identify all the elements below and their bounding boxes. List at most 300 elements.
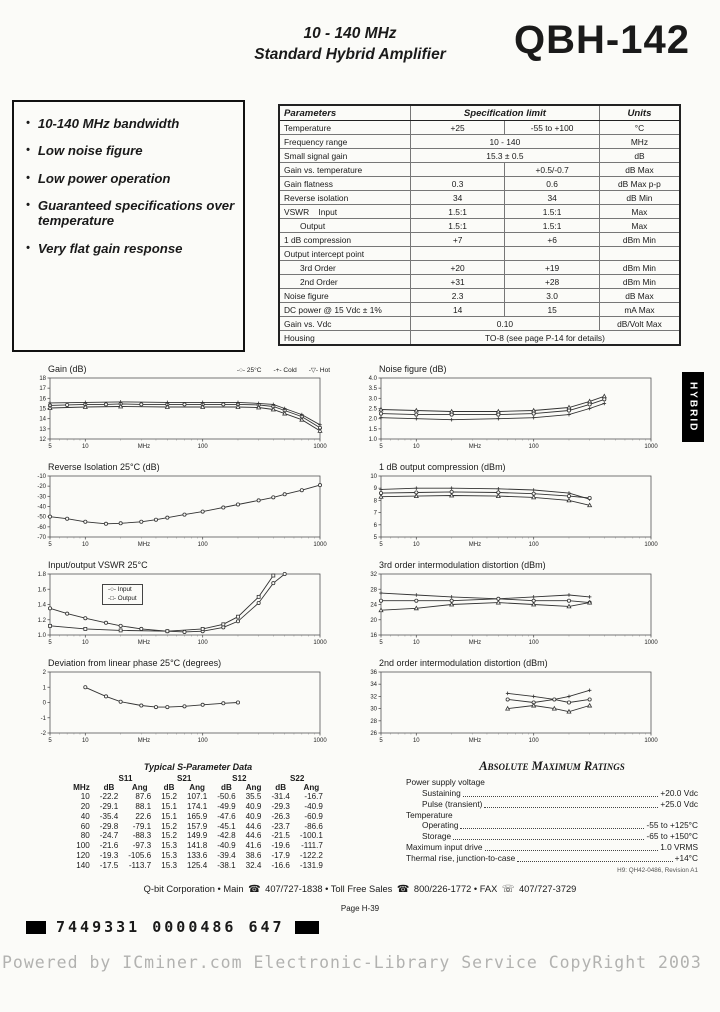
chart-title: Reverse Isolation 25°C (dB) <box>48 462 160 472</box>
svg-text:8: 8 <box>373 498 377 505</box>
svg-text:5: 5 <box>48 444 52 449</box>
spec-param: Temperature <box>279 121 410 135</box>
chart-plot <box>361 571 661 645</box>
spec-value-temp: 1.5:1 <box>505 219 600 233</box>
dotted-leader <box>517 861 672 862</box>
svg-text:5: 5 <box>48 542 52 547</box>
model-number: QBH-142 <box>514 18 690 62</box>
svg-text:100: 100 <box>197 738 208 743</box>
sparam-cell: 15.2 <box>161 792 177 801</box>
sparam-cell: -97.3 <box>132 841 152 851</box>
legend-item: -▽- Hot <box>308 367 330 374</box>
sparam-row <box>68 802 328 812</box>
spec-row <box>279 191 680 205</box>
phone-icon: ☎ <box>248 884 261 895</box>
feature-text: Very flat gain response <box>37 240 183 256</box>
svg-text:30: 30 <box>370 706 377 713</box>
svg-text:12: 12 <box>39 437 46 443</box>
sparam-row <box>68 831 328 841</box>
svg-text:MHz: MHz <box>137 738 151 743</box>
spec-value-temp: +28 <box>505 275 600 289</box>
sparam-cell: -16.7 <box>304 792 323 801</box>
spec-value-temp: 1.5:1 <box>505 205 600 219</box>
abs-max-item <box>406 799 698 810</box>
sparam-cell: 15.1 <box>161 811 177 821</box>
dotted-leader <box>484 807 658 808</box>
sparam-cell: 100 <box>76 841 90 851</box>
chart-phase-deviation <box>30 658 342 748</box>
chart-title: Noise figure (dB) <box>379 364 447 374</box>
spec-units: dBm Min <box>599 275 680 289</box>
abs-max-note: H9: QH42-0486, Revision A1 <box>617 866 698 874</box>
spec-row <box>279 163 680 177</box>
sparam-row <box>68 812 328 822</box>
barcode-block-icon <box>26 921 46 934</box>
bullet-icon: • <box>26 117 30 129</box>
spec-param: Housing <box>279 331 410 346</box>
feature-item <box>26 143 235 158</box>
svg-text:1.4: 1.4 <box>37 602 46 609</box>
svg-text:-70: -70 <box>37 535 46 541</box>
svg-text:10: 10 <box>412 444 420 449</box>
svg-text:-2: -2 <box>40 731 46 737</box>
svg-text:16: 16 <box>39 396 46 403</box>
svg-text:-10: -10 <box>37 474 46 480</box>
spec-value-temp: +6 <box>505 233 600 247</box>
spec-units: dB/Volt Max <box>599 317 680 331</box>
spec-value-25c <box>410 247 504 261</box>
spec-units: MHz <box>599 135 680 149</box>
svg-text:28: 28 <box>370 718 377 725</box>
svg-text:18: 18 <box>39 376 46 382</box>
product-subtitle <box>180 24 520 66</box>
sparam-col: Ang <box>189 783 205 792</box>
sparam-cell: 35.5 <box>245 792 262 801</box>
subtitle-line2: Standard Hybrid Amplifier <box>254 45 446 63</box>
sparam-cell: -17.9 <box>271 851 290 861</box>
chart-noise-figure <box>361 364 673 454</box>
spec-header-limit: Specification limit <box>410 105 599 121</box>
sparam-cell: -19.6 <box>271 841 290 851</box>
sparam-cell: -42.8 <box>217 831 236 841</box>
svg-text:0: 0 <box>42 700 46 707</box>
feature-text: Low power operation <box>37 170 171 186</box>
abs-max-item <box>406 810 698 821</box>
abs-max-list <box>406 777 698 863</box>
spec-param: Output intercept point <box>279 247 410 261</box>
spec-row <box>279 177 680 191</box>
svg-text:7: 7 <box>373 510 377 517</box>
svg-text:100: 100 <box>528 542 539 547</box>
abs-max-title: Absolute Maximum Ratings <box>479 759 625 773</box>
svg-text:36: 36 <box>370 670 377 676</box>
abs-max-label: Operating <box>422 820 459 831</box>
svg-text:100: 100 <box>528 738 539 743</box>
sparam-cell: -47.6 <box>217 811 236 821</box>
sparam-cell: 174.1 <box>186 801 208 811</box>
svg-text:6: 6 <box>373 522 377 529</box>
svg-text:100: 100 <box>197 542 208 547</box>
spec-param: Gain flatness <box>279 177 410 191</box>
legend-item: -+- Cold <box>273 367 297 374</box>
feature-item <box>26 171 235 186</box>
sparam-cell: 15.1 <box>161 801 177 811</box>
feature-text: Low noise figure <box>37 143 143 159</box>
sparam-col: Ang <box>303 783 320 792</box>
chart-gain <box>30 364 342 454</box>
spec-value-temp: +19 <box>505 261 600 275</box>
svg-text:5: 5 <box>379 542 383 547</box>
abs-max-item <box>406 831 698 842</box>
chart-title: Deviation from linear phase 25°C (degrees) <box>48 658 222 668</box>
sparam-cell: 20 <box>80 801 90 811</box>
charts-grid <box>30 364 692 748</box>
subtitle-line1: 10 - 140 MHz <box>303 25 397 42</box>
sparam-cell: -86.6 <box>304 821 323 831</box>
sparam-cell: -105.6 <box>128 851 152 861</box>
spec-value-25c: +20 <box>410 261 504 275</box>
svg-text:14: 14 <box>39 416 46 423</box>
sparam-cell: 125.4 <box>186 861 208 871</box>
spec-units: dB Min <box>599 191 680 205</box>
sparam-cell: -24.7 <box>99 831 119 841</box>
sparam-cell: -45.1 <box>217 821 236 831</box>
spec-value-25c: +7 <box>410 233 504 247</box>
dotted-leader <box>453 839 644 840</box>
svg-text:1.0: 1.0 <box>37 633 46 639</box>
sparam-col: Ang <box>245 783 262 792</box>
sparam-cell: -88.3 <box>132 831 152 841</box>
spec-row <box>279 275 680 289</box>
sparam-cell: 32.4 <box>245 861 262 871</box>
spec-row <box>279 149 680 163</box>
spec-param: DC power @ 15 Vdc ± 1% <box>279 303 410 317</box>
spec-param: Gain vs. temperature <box>279 163 410 177</box>
spec-header-parameters: Parameters <box>279 105 410 121</box>
svg-text:MHz: MHz <box>137 444 151 449</box>
spec-row <box>279 303 680 317</box>
spec-table-body <box>279 121 680 346</box>
footer-text: Q-bit Corporation • Main <box>143 884 247 894</box>
hybrid-side-tab: HYBRID <box>682 372 704 442</box>
spec-param: 3rd Order <box>279 261 410 275</box>
sparam-cell: 15.3 <box>161 841 177 851</box>
svg-text:15: 15 <box>39 406 46 413</box>
svg-text:20: 20 <box>370 617 377 624</box>
abs-max-value: +14°C <box>674 852 698 863</box>
spec-value-25c: 1.5:1 <box>410 205 504 219</box>
spec-row <box>279 261 680 275</box>
svg-text:100: 100 <box>197 444 208 449</box>
svg-text:5: 5 <box>379 738 383 743</box>
svg-text:100: 100 <box>528 640 539 645</box>
spec-value-temp: 15 <box>505 303 600 317</box>
sparam-cell: -16.6 <box>271 861 290 871</box>
spec-value-25c: 1.5:1 <box>410 219 504 233</box>
svg-text:100: 100 <box>197 640 208 645</box>
sparam-cell: -22.2 <box>99 792 119 801</box>
chart-title: 3rd order intermodulation distortion (dBm) <box>379 560 546 570</box>
bullet-icon: • <box>26 241 30 254</box>
spec-param: Gain vs. Vdc <box>279 317 410 331</box>
sparam-cell: 87.6 <box>135 792 152 801</box>
footer-text: 407/727-3729 <box>516 884 577 894</box>
sparam-table <box>68 774 328 871</box>
chart-imd3 <box>361 560 673 650</box>
sparam-cell: -111.7 <box>301 841 323 851</box>
feature-item <box>26 116 235 131</box>
phone-icon: ☎ <box>396 884 410 895</box>
ocr-code-line <box>26 918 319 936</box>
spec-param: 2nd Order <box>279 275 410 289</box>
spec-units: Max <box>599 205 680 219</box>
svg-text:-30: -30 <box>37 494 46 501</box>
sparam-cell: 40 <box>80 811 90 821</box>
sparam-cell: 15.3 <box>161 851 177 861</box>
page-number: Page H-39 <box>340 904 380 913</box>
svg-text:10: 10 <box>81 542 89 547</box>
svg-text:1000: 1000 <box>313 542 327 547</box>
abs-max-label: Sustaining <box>422 788 461 799</box>
sparam-body <box>68 792 328 871</box>
spec-param: 1 dB compression <box>279 233 410 247</box>
sparam-cell: -49.9 <box>217 801 236 811</box>
chart-title: 2nd order intermodulation distortion (dBm) <box>379 658 548 668</box>
spec-row <box>279 121 680 135</box>
chart-title: Gain (dB) <box>48 364 87 374</box>
spec-units <box>599 247 680 261</box>
chart-reverse-isolation <box>30 462 342 552</box>
sparam-cell: -131.9 <box>299 861 323 871</box>
spec-row <box>279 135 680 149</box>
svg-text:10: 10 <box>81 738 89 743</box>
spec-row <box>279 289 680 303</box>
abs-max-label: Storage <box>422 831 452 842</box>
sparam-cell: -40.9 <box>304 801 323 811</box>
abs-max-item <box>406 777 698 788</box>
sparam-col: dB <box>163 783 175 792</box>
sparam-cell: -29.3 <box>271 801 290 811</box>
svg-text:5: 5 <box>379 640 383 645</box>
dotted-leader <box>463 796 659 797</box>
abs-max-item <box>406 788 698 799</box>
spec-param: VSWR Input <box>279 205 410 219</box>
svg-text:5: 5 <box>373 535 377 541</box>
abs-max-item <box>406 842 698 853</box>
sparam-cell: 41.6 <box>245 841 262 851</box>
spec-header-units: Units <box>599 105 680 121</box>
spec-value-25c: +25 <box>410 121 504 135</box>
sparam-cell: -26.3 <box>271 811 290 821</box>
svg-text:MHz: MHz <box>137 542 151 547</box>
sparam-cell: 44.6 <box>245 821 262 831</box>
spec-row <box>279 317 680 331</box>
svg-text:10: 10 <box>412 738 420 743</box>
sparam-row <box>68 792 328 802</box>
footer-text: 407/727-1838 • Toll Free Sales <box>262 884 395 894</box>
svg-text:MHz: MHz <box>137 640 151 645</box>
sparam-cell: 22.6 <box>135 811 152 821</box>
chart-title: 1 dB output compression (dBm) <box>379 462 506 472</box>
sparam-cell: 140 <box>76 861 90 871</box>
spec-row <box>279 219 680 233</box>
spec-value-temp: 0.6 <box>505 177 600 191</box>
features-list <box>26 116 235 256</box>
svg-text:10: 10 <box>81 640 89 645</box>
chart-plot <box>30 375 330 449</box>
spec-value-25c: 0.3 <box>410 177 504 191</box>
spec-param: Noise figure <box>279 289 410 303</box>
svg-text:3.5: 3.5 <box>368 386 377 393</box>
sparam-cell: 44.6 <box>245 831 262 841</box>
sparam-cell: 60 <box>80 821 90 831</box>
svg-text:10: 10 <box>412 542 420 547</box>
spec-units: dB <box>599 149 680 163</box>
spec-value-temp <box>505 247 600 261</box>
chart-compression <box>361 462 673 552</box>
sparam-head <box>68 774 328 792</box>
spec-value-temp: 3.0 <box>505 289 600 303</box>
spec-value-25c: +31 <box>410 275 504 289</box>
abs-max-label: Thermal rise, junction-to-case <box>406 852 516 863</box>
svg-text:100: 100 <box>528 444 539 449</box>
sparam-cell: -113.7 <box>128 861 152 871</box>
svg-text:1.5: 1.5 <box>368 426 377 433</box>
sparam-col: dB <box>221 783 232 792</box>
svg-text:MHz: MHz <box>468 640 482 645</box>
chart-plot <box>30 571 330 645</box>
spec-units: Max <box>599 219 680 233</box>
chart-imd2 <box>361 658 673 748</box>
spec-row <box>279 247 680 261</box>
abs-max-value: +20.0 Vdc <box>660 788 698 799</box>
chart-plot <box>361 473 661 547</box>
legend-item: -□- Output <box>108 594 137 602</box>
ocr-digits: 7449331 0000486 647 <box>56 918 285 936</box>
svg-text:2.0: 2.0 <box>368 416 377 423</box>
svg-text:1000: 1000 <box>644 444 658 449</box>
footer-line <box>0 884 720 895</box>
svg-text:MHz: MHz <box>468 444 482 449</box>
sparam-cell: -31.4 <box>271 792 290 801</box>
sparam-cell: 40.9 <box>245 811 262 821</box>
sparam-cell: -35.4 <box>99 811 119 821</box>
svg-text:1.0: 1.0 <box>368 437 377 443</box>
svg-text:1000: 1000 <box>313 444 327 449</box>
chart-legend <box>102 584 143 605</box>
fax-icon: ☏ <box>501 884 515 895</box>
sparam-col: Ang <box>131 783 148 792</box>
sparam-row <box>68 822 328 832</box>
sparam-col: dB <box>275 783 287 792</box>
svg-text:32: 32 <box>370 572 377 578</box>
bullet-icon: • <box>26 144 30 157</box>
svg-text:MHz: MHz <box>468 738 482 743</box>
svg-text:28: 28 <box>370 587 377 594</box>
abs-max-item <box>406 820 698 831</box>
abs-max-value: 1.0 VRMS <box>660 841 698 852</box>
sparam-cell: 15.3 <box>161 861 177 871</box>
spec-row <box>279 205 680 219</box>
sparam-cell: -29.8 <box>99 821 119 831</box>
sparam-row <box>68 861 328 871</box>
sparam-cell: 88.1 <box>135 801 152 811</box>
abs-max-label: Pulse (transient) <box>422 798 483 809</box>
abs-max-value: -65 to +150°C <box>646 831 698 842</box>
sparam-col: MHz <box>73 783 90 792</box>
svg-text:-60: -60 <box>37 524 46 531</box>
barcode-block-icon <box>295 921 319 934</box>
spec-value-25c: 14 <box>410 303 504 317</box>
chart-plot <box>30 669 330 743</box>
abs-max-section <box>406 758 698 875</box>
svg-text:1.8: 1.8 <box>37 572 46 578</box>
svg-text:-20: -20 <box>37 484 46 491</box>
spec-param: Output <box>279 219 410 233</box>
sparam-cell: 80 <box>80 831 90 841</box>
sparam-cell: -38.1 <box>217 861 236 871</box>
spec-value-temp: -55 to +100 <box>505 121 600 135</box>
sparam-cell: 10 <box>80 792 90 801</box>
spec-value-temp: 34 <box>505 191 600 205</box>
sparam-cell: 107.1 <box>186 792 208 801</box>
svg-text:10: 10 <box>412 640 420 645</box>
spec-value: TO-8 (see page P-14 for details) <box>410 331 680 346</box>
svg-text:5: 5 <box>379 444 383 449</box>
abs-max-item <box>406 853 698 864</box>
sparam-cell: -21.6 <box>99 841 119 851</box>
dotted-leader <box>485 850 659 851</box>
sparam-cell: -100.1 <box>299 831 323 841</box>
sparam-cell: -39.4 <box>217 851 236 861</box>
sparam-cell: 120 <box>76 851 90 861</box>
sparam-section <box>18 762 378 871</box>
bullet-icon: • <box>26 199 30 212</box>
abs-max-section-label: Temperature <box>406 809 453 820</box>
spec-value-25c: 2.3 <box>410 289 504 303</box>
spec-units: dB Max <box>599 289 680 303</box>
sparam-cell: -79.1 <box>132 821 152 831</box>
svg-text:-50: -50 <box>37 514 46 521</box>
sparam-cell: 133.6 <box>186 851 208 861</box>
svg-text:1.2: 1.2 <box>37 617 46 624</box>
watermark: Powered by ICminer.com Electronic-Library Service CopyRight 2003 <box>2 953 702 972</box>
spec-units: dB Max p-p <box>599 177 680 191</box>
abs-max-section-label: Power supply voltage <box>406 777 485 788</box>
svg-text:-1: -1 <box>40 715 46 722</box>
feature-item <box>26 198 235 228</box>
svg-text:1000: 1000 <box>313 640 327 645</box>
sparam-cell: 40.9 <box>245 801 262 811</box>
svg-text:26: 26 <box>370 731 377 737</box>
spec-units: dB Max <box>599 163 680 177</box>
sparam-cell: -50.6 <box>217 792 236 801</box>
sparam-cell: 15.2 <box>161 831 177 841</box>
abs-max-value: -55 to +125°C <box>646 820 698 831</box>
svg-text:34: 34 <box>370 682 377 689</box>
svg-text:5: 5 <box>48 640 52 645</box>
spec-units: °C <box>599 121 680 135</box>
sparam-cell: 157.9 <box>186 821 208 831</box>
svg-text:3.0: 3.0 <box>368 396 377 403</box>
legend-item: -○- Input <box>108 586 132 593</box>
spec-units: dBm Min <box>599 233 680 247</box>
spec-param: Small signal gain <box>279 149 410 163</box>
spec-value-temp: +0.5/-0.7 <box>505 163 600 177</box>
sparam-cell: -40.9 <box>217 841 236 851</box>
sparam-group: S11 <box>118 774 133 783</box>
sparam-row <box>68 851 328 861</box>
